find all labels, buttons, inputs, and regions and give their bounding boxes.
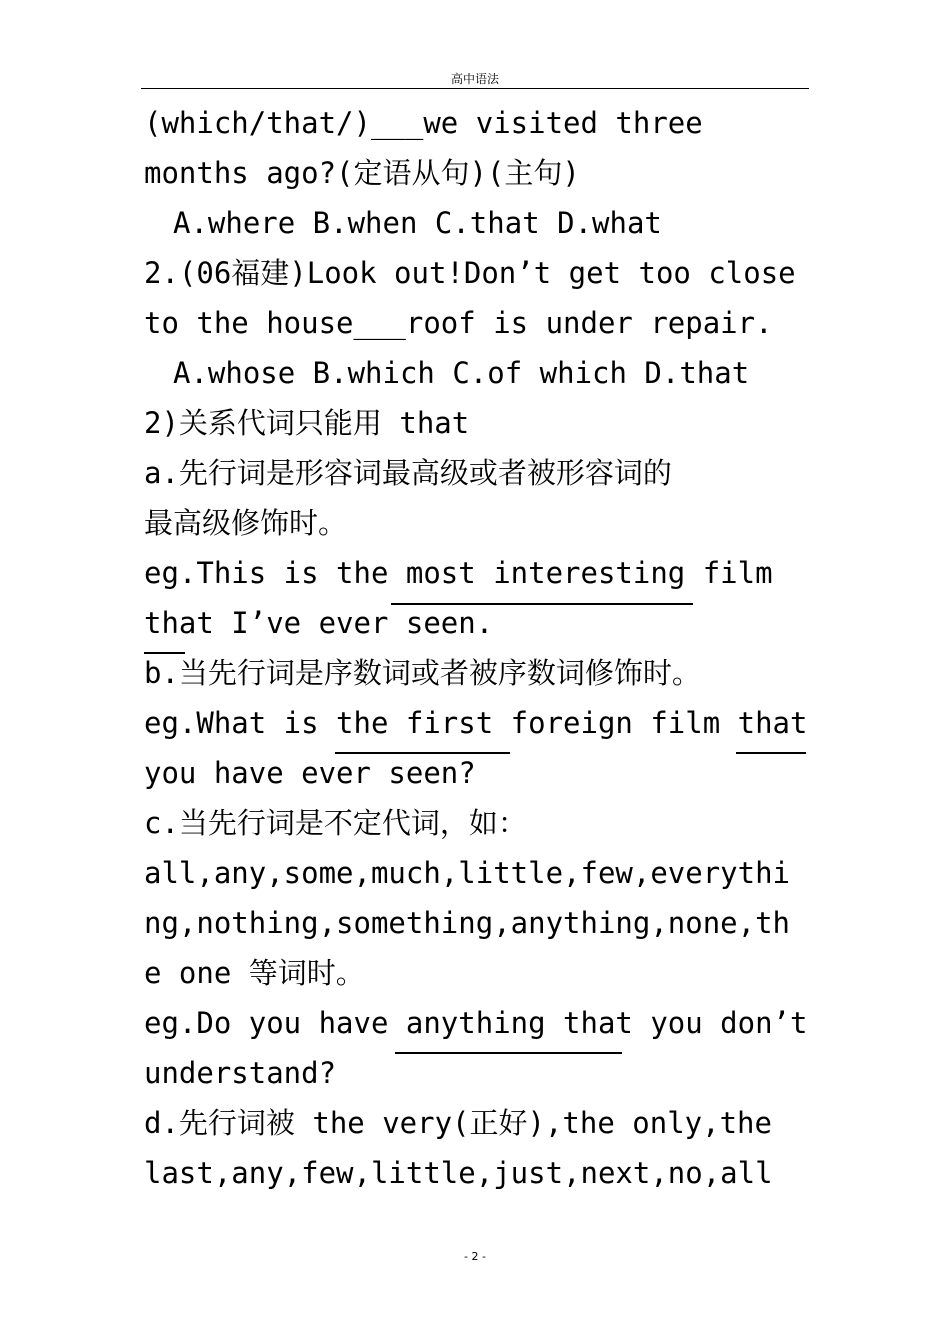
text-line: (which/that/)___we visited three — [144, 106, 703, 140]
text-line: e one 等词时。 — [144, 956, 365, 990]
example-line — [144, 548, 814, 598]
example-text: eg.What is the first foreign film that — [144, 706, 808, 740]
example-line: understand? — [144, 1056, 337, 1090]
underline-mark — [144, 652, 185, 654]
text-line: months ago?(定语从句)(主句) — [144, 156, 580, 190]
example-line — [144, 998, 814, 1048]
example-text: eg.This is the most interesting film — [144, 556, 773, 590]
document-body — [144, 98, 814, 1198]
text-line: c.当先行词是不定代词，如： — [144, 806, 527, 840]
text-line: to the house___roof is under repair. — [144, 306, 773, 340]
page-number: - 2 - — [464, 1250, 486, 1263]
text-line: all,any,some,much,little,few,everythi — [144, 856, 791, 890]
text-line: a.先行词是形容词最高级或者被形容词的 — [144, 456, 672, 490]
example-line — [144, 698, 814, 748]
answer-options: A.where B.when C.that D.what — [173, 206, 662, 240]
text-line: 最高级修饰时。 — [144, 506, 348, 540]
text-line: 2.(06福建)Look out!Don’t get too close — [144, 256, 796, 290]
answer-options: A.whose B.which C.of which D.that — [173, 356, 750, 390]
example-text: eg.Do you have anything that you don’t — [144, 1006, 808, 1040]
text-line: d.先行词被 the very(正好),the only,the — [144, 1106, 772, 1140]
text-line — [144, 648, 814, 698]
text-line: last,any,few,little,just,next,no,all — [144, 1156, 773, 1190]
text-line: ng,nothing,something,anything,none,th — [144, 906, 791, 940]
rule-text: b.当先行词是序数词或者被序数词修饰时。 — [144, 656, 701, 690]
section-heading: 2)关系代词只能用 that — [144, 406, 470, 440]
page-header: 高中语法 — [141, 70, 809, 89]
example-line: that I’ve ever seen. — [144, 606, 494, 640]
example-line: you have ever seen? — [144, 756, 476, 790]
